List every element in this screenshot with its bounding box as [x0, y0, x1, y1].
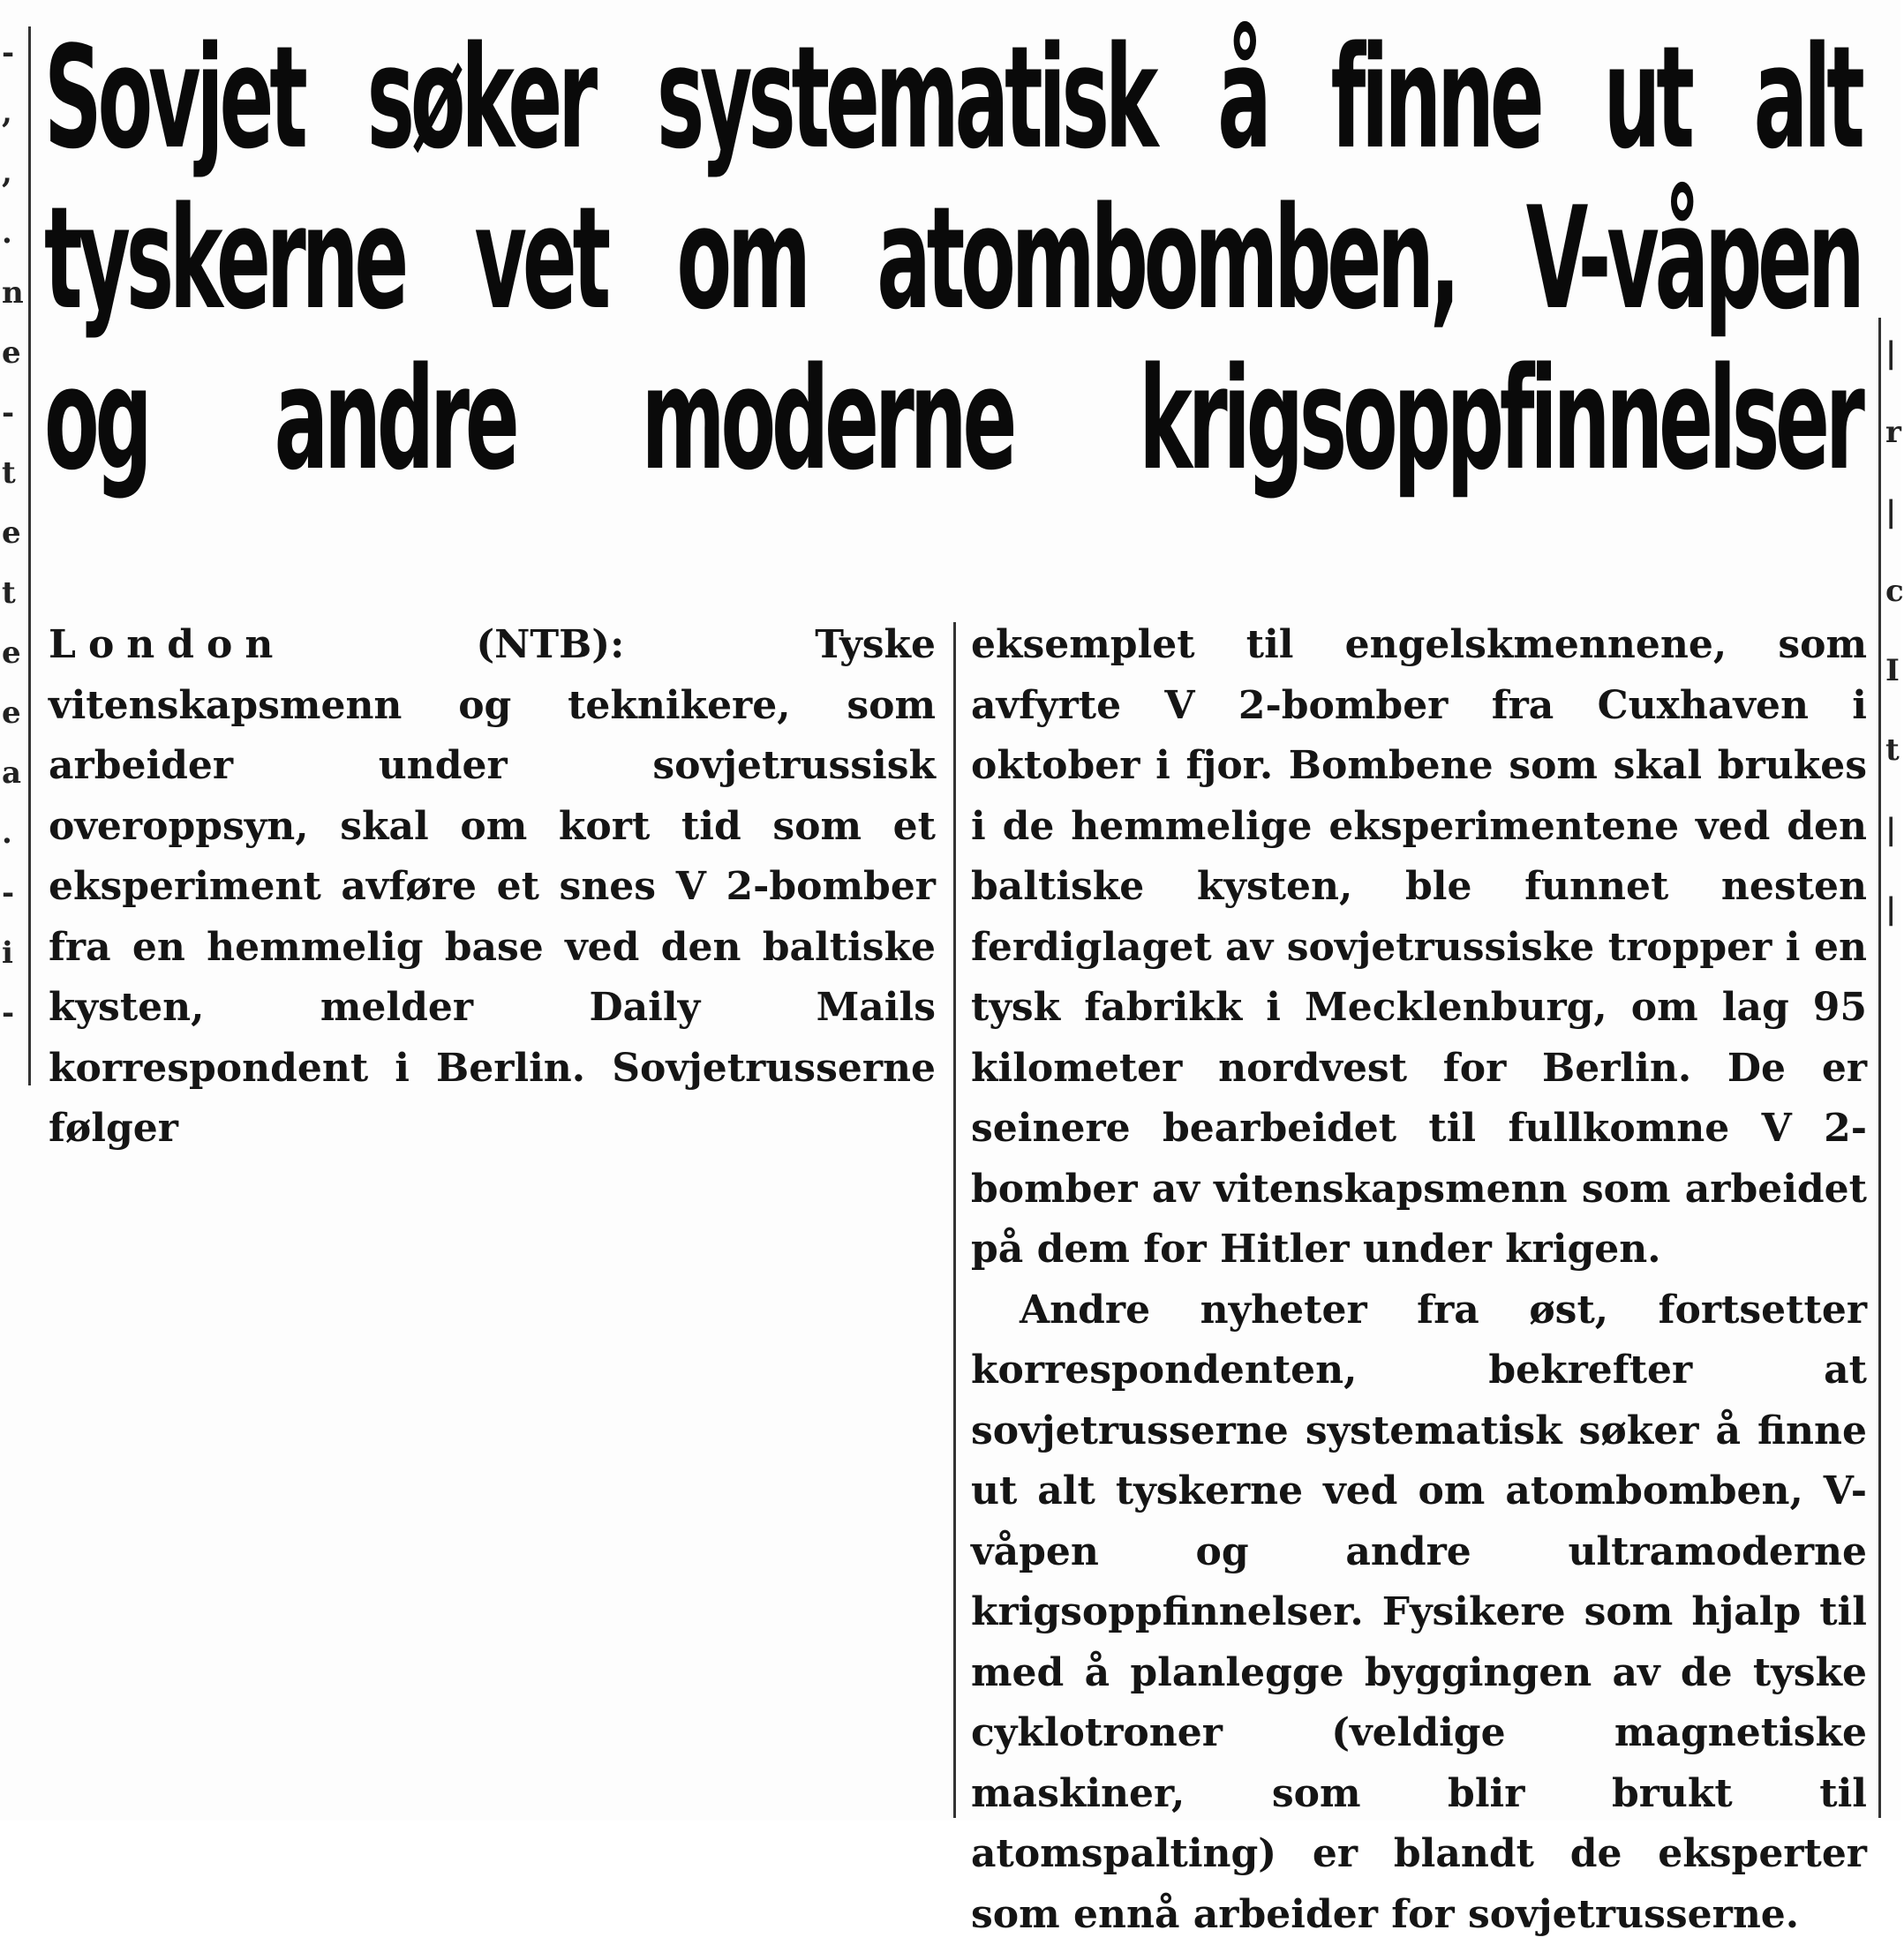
adjacent-column-fragment-right: [1885, 0, 1900, 1821]
body-paragraph: eksemplet til engelskmennene, som avfyrte V 2-bomber fra Cuxhaven i oktober i fjor. Bombene som skal brukes i de hemmelige eksperimentene ved den baltiske kysten, ble funnet nesten ferdiglaget av sovjetrussiske tropper i en tysk fabrikk i Mecklenburg, om lag 95 kilometer nordvest for Berlin. De er seinere bearbeidet til fullkomne V 2-bomber av vitenskapsmenn som arbeidet på dem for Hitler under krigen.: [971, 615, 1867, 1280]
margin-fragment-glyph: t: [2, 575, 16, 611]
margin-fragment-glyph: n: [2, 275, 24, 311]
margin-fragment-glyph: e: [2, 695, 21, 731]
body-paragraph: Andre nyheter fra øst, fortsetter korrespondenten, bekrefter at sovjetrusserne systematisk søker å finne ut alt tyskerne ved om atombomben, V-våpen og andre ultramoderne krigsoppfinnelser. Fysikere som hjalp til med å planlegge byggingen av de tyske cyklotroner (veldige magnetiske maskiner, som blir brukt til atomspalting) er blandt de eksperter som ennå arbeider for sovjetrusserne.: [971, 1280, 1867, 1945]
margin-fragment-glyph: |: [1885, 812, 1896, 847]
column-rule-right: [1878, 318, 1881, 1818]
headline-line: Sovjet søker systematisk å finne ut alt: [44, 18, 1861, 178]
margin-fragment-glyph: -: [2, 995, 14, 1031]
margin-fragment-glyph: .: [2, 815, 12, 851]
margin-fragment-glyph: i: [2, 935, 13, 971]
margin-fragment-glyph: e: [2, 335, 21, 371]
dateline: London: [49, 622, 285, 667]
margin-fragment-glyph: e: [2, 635, 21, 671]
headline: [44, 18, 1863, 499]
margin-fragment-glyph: r: [1885, 415, 1901, 450]
margin-fragment-glyph: -: [2, 35, 14, 71]
margin-fragment-glyph: a: [2, 755, 21, 791]
column-rule-left: [28, 26, 31, 1085]
lead-paragraph: [49, 615, 936, 1160]
headline-line: og andre moderne krigsoppfinnelser: [44, 339, 1861, 499]
adjacent-column-fragment-left: [0, 0, 25, 1085]
margin-fragment-glyph: -: [2, 875, 14, 911]
article-column-1: [49, 615, 936, 1160]
margin-fragment-glyph: ,: [2, 95, 12, 131]
margin-fragment-glyph: ,: [2, 155, 12, 191]
margin-fragment-glyph: .: [2, 215, 12, 251]
article-column-2: [971, 615, 1867, 1945]
margin-fragment-glyph: e: [2, 515, 21, 551]
margin-fragment-glyph: -: [2, 395, 14, 431]
margin-fragment-glyph: |: [1885, 494, 1896, 529]
margin-fragment-glyph: t: [2, 455, 16, 491]
margin-fragment-glyph: |: [1885, 335, 1896, 371]
headline-line: tyskerne vet om atombomben, V-våpen: [44, 178, 1861, 339]
margin-fragment-glyph: c: [1885, 574, 1904, 609]
agency: (NTB):: [476, 622, 624, 667]
margin-fragment-glyph: I: [1885, 653, 1900, 688]
lead-text: Tyske vitenskapsmenn og teknikere, som arbeider under sovjetrussisk overoppsyn, skal om kort tid som et eksperiment avføre et snes V 2-bomber fra en hemmelig base ved den baltiske kysten, melder Daily Mails korrespondent i Berlin. Sovjetrusserne følger: [49, 622, 936, 1151]
column-rule-center: [953, 622, 956, 1818]
margin-fragment-glyph: |: [1885, 891, 1896, 927]
margin-fragment-glyph: t: [1885, 732, 1900, 768]
